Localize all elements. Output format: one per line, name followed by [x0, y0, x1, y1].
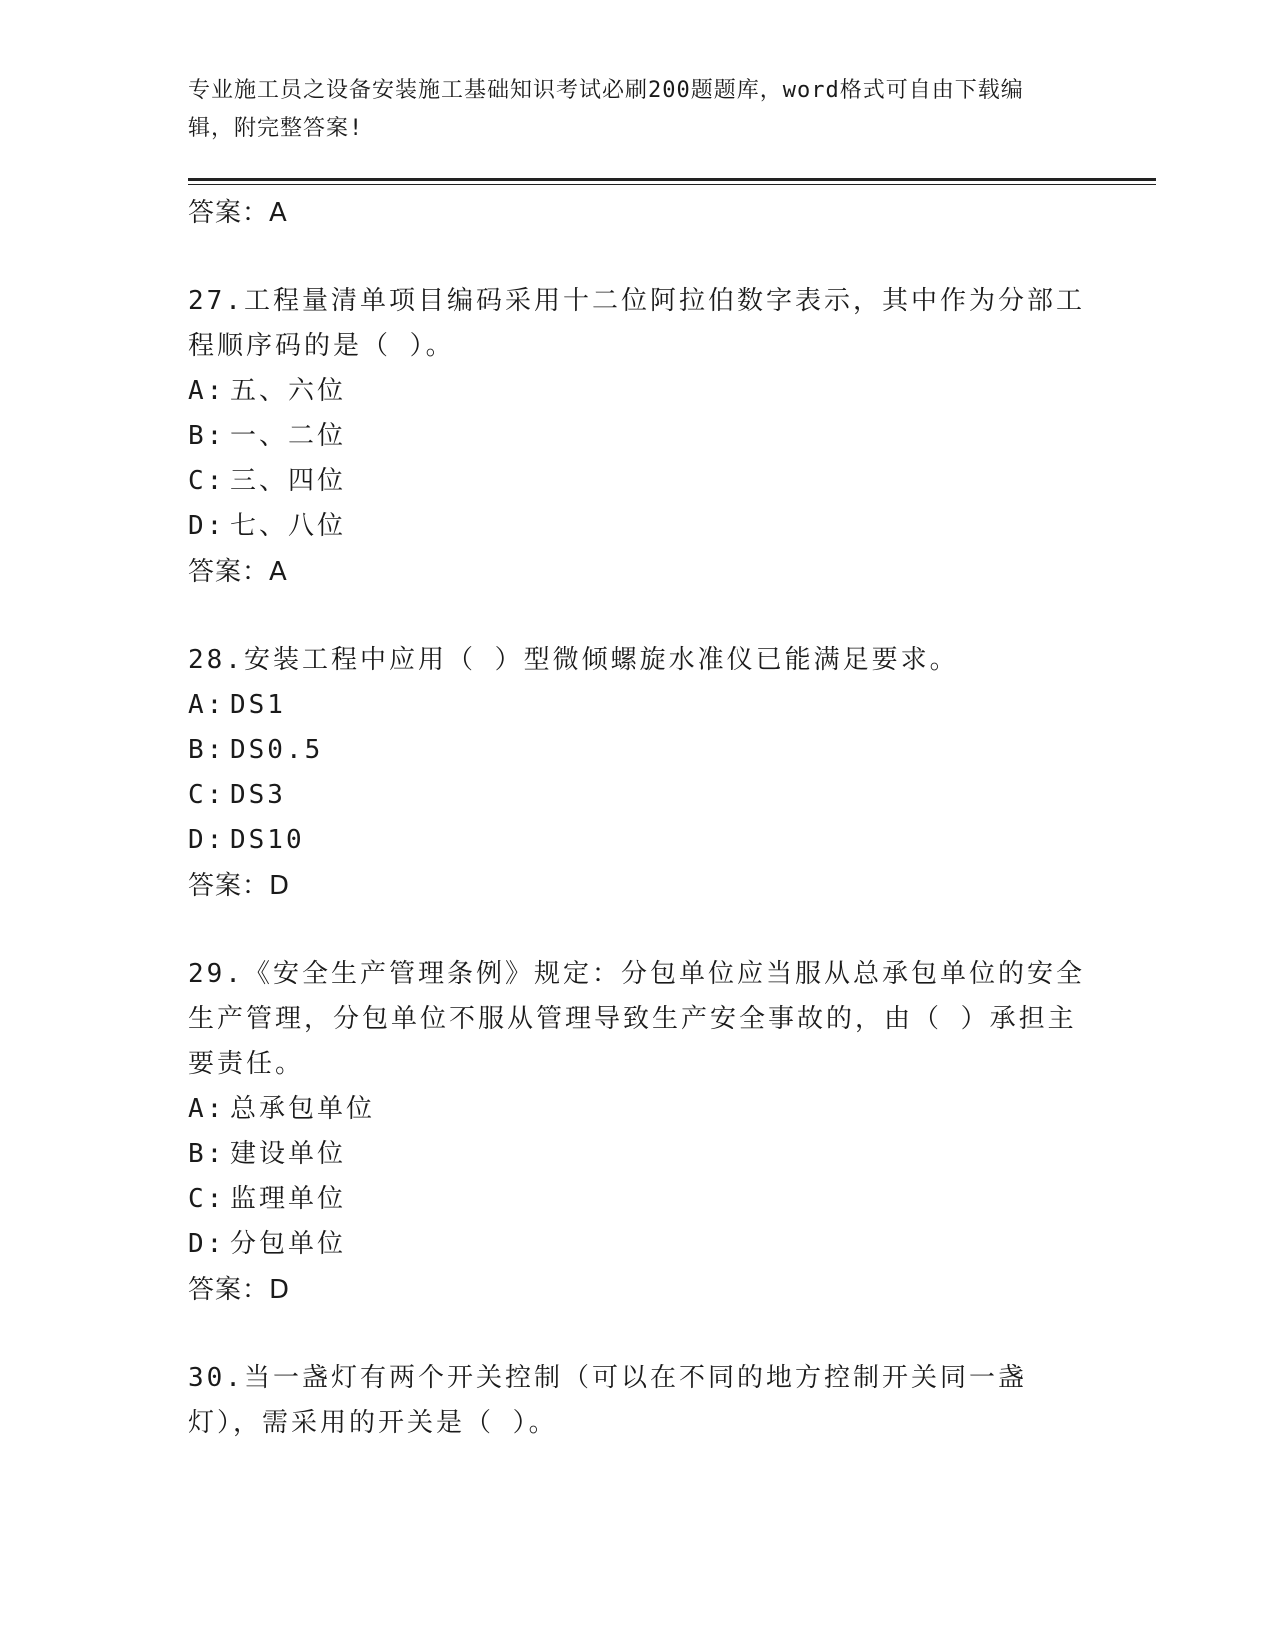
option-key: C: — [188, 466, 226, 496]
option-text: 七、八位 — [230, 511, 347, 541]
option-key: C: — [188, 780, 226, 810]
option-key: D: — [188, 825, 226, 855]
option-d — [188, 818, 1088, 863]
option-text: 监理单位 — [230, 1184, 347, 1214]
option-key: C: — [188, 1184, 226, 1214]
option-key: B: — [188, 421, 226, 451]
previous-answer: 答案：A — [188, 198, 288, 228]
option-text: DS0.5 — [230, 735, 324, 765]
option-key: A: — [188, 690, 226, 720]
answer: 答案：D — [188, 1275, 291, 1305]
question-30 — [188, 1356, 1088, 1446]
question-text: 29.《安全生产管理条例》规定：分包单位应当服从总承包单位的安全生产管理，分包单位不服从管理导致生产安全事故的，由（ ）承担主要责任。 — [188, 959, 1085, 1079]
option-d — [188, 504, 1088, 549]
option-text: 一、二位 — [230, 421, 347, 451]
option-a — [188, 683, 1088, 728]
question-text: 28.安装工程中应用（ ）型微倾螺旋水准仪已能满足要求。 — [188, 645, 959, 675]
option-key: D: — [188, 511, 226, 541]
option-text: 五、六位 — [230, 376, 347, 406]
header-rule-thin — [188, 184, 1156, 185]
option-b — [188, 1132, 1088, 1177]
question-27 — [188, 279, 1088, 592]
option-key: B: — [188, 1139, 226, 1169]
option-c — [188, 773, 1088, 818]
option-key: A: — [188, 376, 226, 406]
header-rule-thick — [188, 178, 1156, 181]
option-b — [188, 728, 1088, 773]
question-28 — [188, 638, 1088, 906]
option-text: DS1 — [230, 690, 286, 720]
option-text: 三、四位 — [230, 466, 347, 496]
question-text: 30.当一盏灯有两个开关控制（可以在不同的地方控制开关同一盏灯），需采用的开关是（ ）。 — [188, 1363, 1027, 1438]
answer: 答案：D — [188, 871, 291, 901]
question-29 — [188, 952, 1088, 1310]
option-text: 建设单位 — [230, 1139, 347, 1169]
option-d — [188, 1222, 1088, 1267]
option-key: B: — [188, 735, 226, 765]
option-c — [188, 459, 1088, 504]
option-b — [188, 414, 1088, 459]
option-c — [188, 1177, 1088, 1222]
question-text: 27.工程量清单项目编码采用十二位阿拉伯数字表示，其中作为分部工程顺序码的是（ ）。 — [188, 286, 1085, 361]
option-a — [188, 369, 1088, 414]
option-text: 总承包单位 — [230, 1094, 376, 1124]
option-key: A: — [188, 1094, 226, 1124]
option-a — [188, 1087, 1088, 1132]
document-header: 专业施工员之设备安装施工基础知识考试必刷200题题库，word格式可自由下载编辑，附完整答案! — [188, 78, 1024, 141]
option-text: DS3 — [230, 780, 286, 810]
option-key: D: — [188, 1229, 226, 1259]
option-text: 分包单位 — [230, 1229, 347, 1259]
document-body — [188, 190, 1088, 1446]
option-text: DS10 — [230, 825, 305, 855]
answer: 答案：A — [188, 557, 288, 587]
